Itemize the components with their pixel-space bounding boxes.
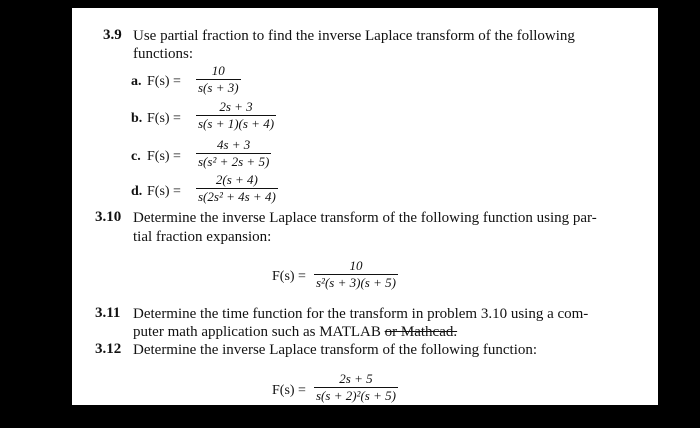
problem-3-12-lhs: F(s) = [272, 383, 306, 398]
item-a-denominator: s(s + 3) [198, 80, 239, 95]
problem-3-11-struck-text: or Mathcad. [384, 324, 458, 340]
problem-3-10-text-line1: Determine the inverse Laplace transform of the following function using par- [133, 210, 597, 226]
problem-3-12-numerator: 2s + 5 [339, 371, 373, 386]
item-d-denominator: s(2s² + 4s + 4) [198, 189, 276, 204]
problem-3-11-text-line1: Determine the time function for the transform in problem 3.10 using a com- [133, 306, 589, 322]
item-b-label: b. [131, 111, 143, 126]
problem-3-12-denominator: s(s + 2)²(s + 5) [316, 388, 396, 403]
item-c-label: c. [131, 149, 141, 164]
item-d-numerator: 2(s + 4) [215, 172, 258, 187]
item-a-lhs: F(s) = [147, 74, 181, 89]
item-a-numerator: 10 [211, 63, 225, 78]
problem-3-10-numerator: 10 [349, 258, 363, 273]
item-c-denominator: s(s² + 2s + 5) [198, 154, 270, 169]
item-c-numerator: 4s + 3 [216, 137, 251, 152]
problem-3-11-text-line2 [133, 322, 457, 342]
item-b-lhs: F(s) = [147, 111, 181, 126]
item-a-label: a. [131, 74, 142, 89]
item-c-fraction [196, 138, 271, 169]
item-b-numerator: 2s + 3 [219, 99, 253, 114]
problem-3-12-text-line1: Determine the inverse Laplace transform of the following function: [133, 342, 538, 358]
problem-number-3-12: 3.12 [95, 341, 122, 357]
problem-3-10-text-line2: tial fraction expansion: [133, 229, 272, 245]
item-d-lhs: F(s) = [147, 184, 181, 199]
problem-3-9-text-line2: functions: [133, 46, 193, 62]
problem-3-10-denominator: s²(s + 3)(s + 5) [316, 275, 396, 290]
item-b-denominator: s(s + 1)(s + 4) [198, 116, 275, 131]
item-d-fraction [196, 173, 278, 204]
problem-3-9-text-line1: Use partial fraction to find the inverse Laplace transform of the following [133, 28, 575, 44]
item-d-label: d. [131, 184, 143, 199]
item-b-fraction [196, 100, 276, 131]
problem-number-3-9: 3.9 [103, 27, 122, 43]
problem-number-3-11: 3.11 [95, 305, 121, 321]
problem-3-11-text-line2-main: puter math application such as MATLAB [133, 324, 385, 340]
item-c-lhs: F(s) = [147, 149, 181, 164]
problem-3-10-fraction [314, 259, 398, 290]
item-a-fraction [196, 64, 241, 95]
problem-number-3-10: 3.10 [95, 209, 122, 225]
document-page [72, 8, 658, 405]
problem-3-10-lhs: F(s) = [272, 269, 306, 284]
problem-3-12-fraction [314, 372, 398, 403]
